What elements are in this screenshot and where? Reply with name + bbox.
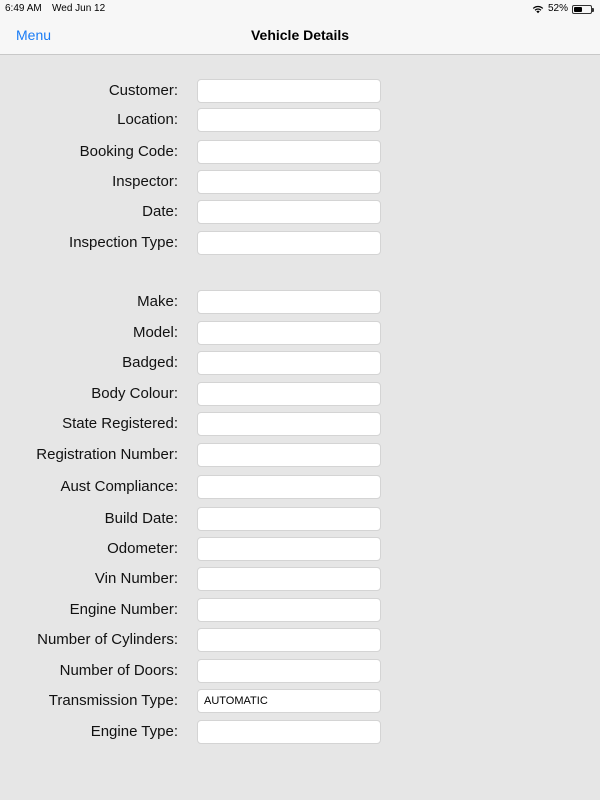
status-right bbox=[532, 1, 592, 17]
form-row-make bbox=[0, 290, 600, 314]
form-row-aust-compliance bbox=[0, 475, 600, 499]
wifi-icon bbox=[532, 4, 544, 14]
battery-level-fill bbox=[574, 7, 582, 12]
form-row-build-date bbox=[0, 507, 600, 531]
form-row-badged bbox=[0, 351, 600, 375]
form-row-location bbox=[0, 108, 600, 132]
form-row-model bbox=[0, 321, 600, 345]
battery-percent: 52% bbox=[547, 3, 568, 14]
form-row-vin-number bbox=[0, 567, 600, 591]
status-date: Wed Jun 12 bbox=[52, 3, 106, 14]
inspector-label: Inspector: bbox=[112, 173, 178, 190]
number-of-doors-field[interactable] bbox=[197, 659, 381, 683]
badged-label: Badged: bbox=[122, 354, 178, 371]
badged-field[interactable] bbox=[197, 351, 381, 375]
inspection-type-label: Inspection Type: bbox=[69, 234, 178, 251]
engine-number-label: Engine Number: bbox=[69, 601, 178, 618]
battery-icon bbox=[572, 5, 592, 14]
number-of-cylinders-label: Number of Cylinders: bbox=[37, 631, 178, 648]
location-label: Location: bbox=[117, 111, 178, 128]
form-row-number-of-doors bbox=[0, 659, 600, 683]
model-field[interactable] bbox=[197, 321, 381, 345]
number-of-doors-label: Number of Doors: bbox=[59, 662, 178, 679]
state-registered-label: State Registered: bbox=[62, 415, 178, 432]
body-colour-label: Body Colour: bbox=[91, 385, 178, 402]
number-of-cylinders-field[interactable] bbox=[197, 628, 381, 652]
navigation-bar bbox=[0, 18, 600, 55]
build-date-field[interactable] bbox=[197, 507, 381, 531]
state-registered-field[interactable] bbox=[197, 412, 381, 436]
page-title: Vehicle Details bbox=[250, 27, 350, 43]
build-date-label: Build Date: bbox=[104, 510, 178, 527]
engine-number-field[interactable] bbox=[197, 598, 381, 622]
inspection-type-field[interactable] bbox=[197, 231, 381, 255]
transmission-type-field[interactable] bbox=[197, 689, 381, 713]
customer-field[interactable] bbox=[197, 79, 381, 103]
engine-type-label: Engine Type: bbox=[90, 723, 178, 740]
vin-number-field[interactable] bbox=[197, 567, 381, 591]
make-field[interactable] bbox=[197, 290, 381, 314]
make-label: Make: bbox=[137, 293, 178, 310]
transmission-type-label: Transmission Type: bbox=[48, 692, 178, 709]
form-row-registration-number bbox=[0, 443, 600, 467]
form-row-inspection-type bbox=[0, 231, 600, 255]
body-colour-field[interactable] bbox=[197, 382, 381, 406]
form-row-state-registered bbox=[0, 412, 600, 436]
aust-compliance-label: Aust Compliance: bbox=[60, 478, 178, 495]
status-bar bbox=[0, 0, 600, 18]
status-time: 6:49 AM bbox=[5, 3, 42, 14]
form-row-transmission-type bbox=[0, 689, 600, 713]
form-row-inspector bbox=[0, 170, 600, 194]
location-field[interactable] bbox=[197, 108, 381, 132]
odometer-field[interactable] bbox=[197, 537, 381, 561]
registration-number-label: Registration Number: bbox=[36, 446, 178, 463]
form-row-engine-number bbox=[0, 598, 600, 622]
aust-compliance-field[interactable] bbox=[197, 475, 381, 499]
form-row-customer bbox=[0, 79, 600, 103]
engine-type-field[interactable] bbox=[197, 720, 381, 744]
inspector-field[interactable] bbox=[197, 170, 381, 194]
form-row-engine-type bbox=[0, 720, 600, 744]
odometer-label: Odometer: bbox=[107, 540, 178, 557]
form-row-date bbox=[0, 200, 600, 224]
vin-number-label: Vin Number: bbox=[94, 570, 178, 587]
date-label: Date: bbox=[142, 203, 178, 220]
customer-label: Customer: bbox=[108, 82, 178, 99]
form-row-odometer bbox=[0, 537, 600, 561]
form-row-body-colour bbox=[0, 382, 600, 406]
form-row-booking-code bbox=[0, 140, 600, 164]
booking-code-label: Booking Code: bbox=[79, 143, 178, 160]
model-label: Model: bbox=[132, 324, 178, 341]
registration-number-field[interactable] bbox=[197, 443, 381, 467]
booking-code-field[interactable] bbox=[197, 140, 381, 164]
menu-button[interactable]: Menu bbox=[16, 27, 52, 43]
form-row-number-of-cylinders bbox=[0, 628, 600, 652]
date-field[interactable] bbox=[197, 200, 381, 224]
